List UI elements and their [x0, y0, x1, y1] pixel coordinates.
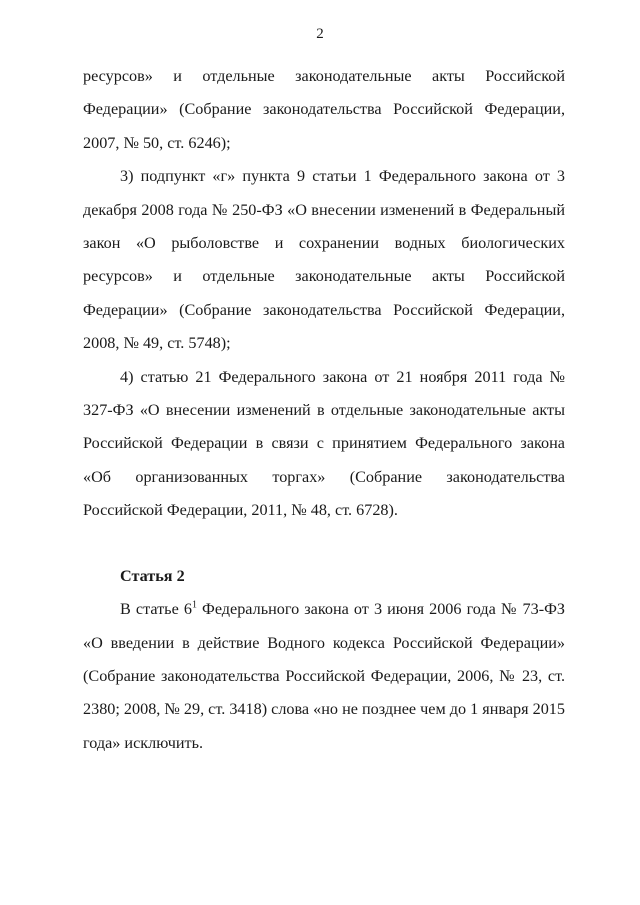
article-text-end: Федерального закона от 3 июня 2006 года № 73-ФЗ «О введении в действие Водного кодекса Российской Федерации» (Собрание законодательства Российской Федерации, 2006, № 23, ст. 2380; 2008, № 29, ст. 3418) слова «но не позднее чем до 1 января 2015 года» исключить.: [83, 600, 565, 752]
paragraph-continuation: ресурсов» и отдельные законодательные акты Российской Федерации» (Собрание законодательства Российской Федерации, 2007, № 50, ст. 6246);: [83, 67, 565, 152]
paragraph-item-3: 3) подпункт «г» пункта 9 статьи 1 Федерального закона от 3 декабря 2008 года № 250-ФЗ «О внесении изменений в Федеральный закон «О рыболовстве и сохранении водных биологических ресурсов» и отдельные законодательные акты Российской Федерации» (Собрание законодательства Российской Федерации, 2008, № 49, ст. 5748);: [83, 167, 565, 353]
article-2-text: [83, 593, 565, 760]
document-body: [83, 60, 565, 760]
article-superscript: 1: [191, 599, 197, 611]
article-heading: Статья 2: [120, 566, 185, 585]
paragraph-item-4: 4) статью 21 Федерального закона от 21 ноября 2011 года № 327-ФЗ «О внесении изменений в отдельные законодательные акты Российской Федерации в связи с принятием Федерального закона «Об организованных торгах» (Собрание законодательства Российской Федерации, 2011, № 48, ст. 6728).: [83, 367, 565, 520]
article-text-start: В статье 6: [120, 600, 192, 619]
page-number: 2: [316, 26, 324, 42]
